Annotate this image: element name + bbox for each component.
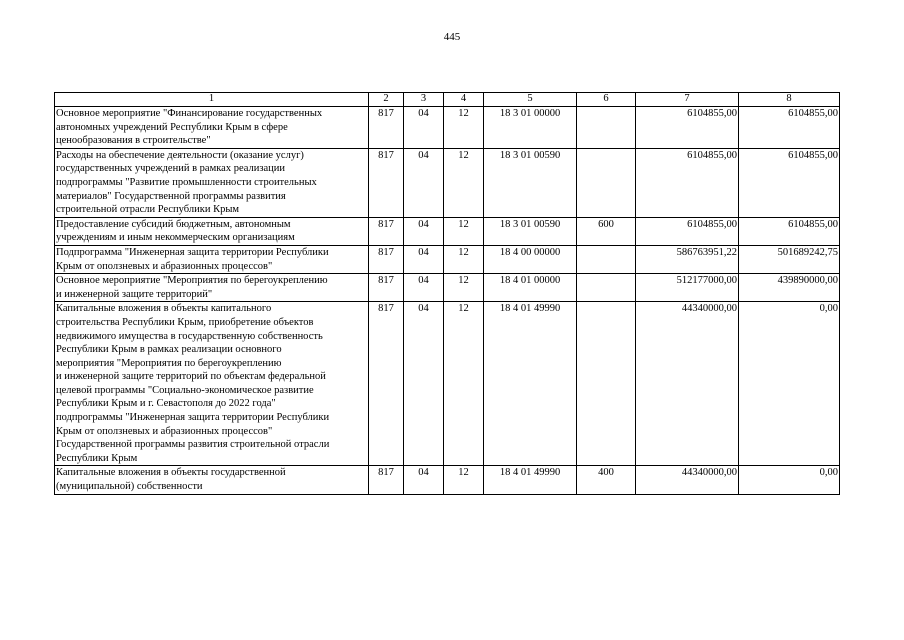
row-subsection-code: 12 — [444, 245, 484, 273]
row-amount-col7: 6104855,00 — [636, 217, 739, 245]
row-name-line: и инженерной защите территорий" — [56, 288, 213, 300]
row-amount-col8: 0,00 — [739, 466, 840, 494]
row-name-line: целевой программы "Социально-экономическое развитие — [56, 384, 314, 396]
row-amount-col8: 439890000,00 — [739, 274, 840, 302]
row-target-code: 18 4 00 00000 — [484, 245, 577, 273]
row-amount-col7: 586763951,22 — [636, 245, 739, 273]
row-amount-col8: 6104855,00 — [739, 107, 840, 149]
row-section-code: 04 — [404, 217, 444, 245]
budget-table — [54, 92, 840, 495]
row-subsection-code: 12 — [444, 302, 484, 466]
row-name-line: Капитальные вложения в объекты государственной — [56, 467, 286, 479]
row-amount-col8: 6104855,00 — [739, 148, 840, 217]
row-subsection-code: 12 — [444, 148, 484, 217]
row-name-line: строительной отрасли Республики Крым — [56, 204, 240, 216]
row-admin-code: 817 — [369, 466, 404, 494]
row-admin-code: 817 — [369, 302, 404, 466]
row-expense-type — [577, 107, 636, 149]
row-amount-col8: 6104855,00 — [739, 217, 840, 245]
row-name-line: автономных учреждений Республики Крым в сфере — [56, 121, 288, 133]
row-admin-code: 817 — [369, 107, 404, 149]
row-amount-col7: 512177000,00 — [636, 274, 739, 302]
row-amount-col7: 6104855,00 — [636, 107, 739, 149]
row-amount-col7: 44340000,00 — [636, 302, 739, 466]
row-target-code: 18 4 01 00000 — [484, 274, 577, 302]
row-admin-code: 817 — [369, 245, 404, 273]
column-header: 7 — [636, 93, 739, 107]
row-name-cell — [55, 217, 369, 245]
row-section-code: 04 — [404, 245, 444, 273]
row-name-line: подпрограммы "Инженерная защита территории Республики — [56, 412, 330, 424]
row-section-code: 04 — [404, 274, 444, 302]
row-name-line: мероприятия "Мероприятия по берегоукреплению — [56, 357, 282, 369]
row-name-line: Республики Крым в рамках реализации основного — [56, 344, 282, 356]
row-name-line: (муниципальной) собственности — [56, 481, 203, 493]
column-header: 2 — [369, 93, 404, 107]
table-row — [55, 274, 840, 302]
row-name-line: Расходы на обеспечение деятельности (оказание услуг) — [56, 149, 304, 161]
row-subsection-code: 12 — [444, 466, 484, 494]
row-target-code: 18 3 01 00000 — [484, 107, 577, 149]
row-name-line: Республики Крым — [56, 452, 138, 464]
column-header: 3 — [404, 93, 444, 107]
row-amount-col7: 44340000,00 — [636, 466, 739, 494]
header-row — [55, 93, 840, 107]
row-name-line: учреждениям и иным некоммерческим организациям — [56, 232, 295, 244]
column-header: 5 — [484, 93, 577, 107]
row-name-cell — [55, 107, 369, 149]
table-row — [55, 302, 840, 466]
row-amount-col8: 501689242,75 — [739, 245, 840, 273]
row-target-code: 18 3 01 00590 — [484, 217, 577, 245]
row-admin-code: 817 — [369, 148, 404, 217]
row-name-line: материалов" Государственной программы развития — [56, 190, 286, 202]
row-target-code: 18 4 01 49990 — [484, 302, 577, 466]
row-name-line: Крым от оползневых и абразионных процессов" — [56, 260, 273, 272]
row-section-code: 04 — [404, 466, 444, 494]
row-subsection-code: 12 — [444, 217, 484, 245]
row-name-line: строительства Республики Крым, приобретение объектов — [56, 316, 314, 328]
table-row — [55, 245, 840, 273]
column-header: 8 — [739, 93, 840, 107]
row-name-cell — [55, 245, 369, 273]
row-name-cell — [55, 274, 369, 302]
row-section-code: 04 — [404, 148, 444, 217]
row-name-cell — [55, 302, 369, 466]
row-admin-code: 817 — [369, 217, 404, 245]
row-subsection-code: 12 — [444, 274, 484, 302]
row-expense-type — [577, 148, 636, 217]
row-target-code: 18 3 01 00590 — [484, 148, 577, 217]
row-name-line: и инженерной защите территорий по объектам федеральной — [56, 371, 326, 383]
row-name-cell — [55, 148, 369, 217]
page-number: 445 — [443, 31, 461, 43]
row-subsection-code: 12 — [444, 107, 484, 149]
row-section-code: 04 — [404, 107, 444, 149]
row-name-line: Крым от оползневых и абразионных процессов" — [56, 425, 273, 437]
row-expense-type — [577, 274, 636, 302]
row-name-line: Государственной программы развития строительной отрасли — [56, 439, 330, 451]
row-expense-type: 600 — [577, 217, 636, 245]
row-name-line: государственных учреждений в рамках реализации — [56, 163, 286, 175]
row-amount-col7: 6104855,00 — [636, 148, 739, 217]
row-admin-code: 817 — [369, 274, 404, 302]
row-name-line: Предоставление субсидий бюджетным, автономным — [56, 218, 291, 230]
row-name-line: Подпрограмма "Инженерная защита территории Республики — [56, 246, 329, 258]
row-name-line: ценообразования в строительстве" — [56, 135, 211, 147]
row-name-line: Капитальные вложения в объекты капитального — [56, 303, 272, 315]
row-amount-col8: 0,00 — [739, 302, 840, 466]
row-name-line: подпрограммы "Развитие промышленности строительных — [56, 176, 317, 188]
row-expense-type — [577, 245, 636, 273]
table-body — [55, 107, 840, 495]
table-row — [55, 217, 840, 245]
column-header: 1 — [55, 93, 369, 107]
row-section-code: 04 — [404, 302, 444, 466]
row-target-code: 18 4 01 49990 — [484, 466, 577, 494]
row-name-line: недвижимого имущества в государственную собственность — [56, 330, 323, 342]
row-name-line: Основное мероприятие "Финансирование государственных — [56, 108, 323, 119]
column-header: 6 — [577, 93, 636, 107]
table-row — [55, 107, 840, 149]
row-name-line: Основное мероприятие "Мероприятия по берегоукреплению — [56, 275, 328, 287]
row-name-line: Республики Крым и г. Севастополя до 2022 года" — [56, 398, 276, 410]
row-name-cell — [55, 466, 369, 494]
table-row — [55, 466, 840, 494]
row-expense-type: 400 — [577, 466, 636, 494]
column-header: 4 — [444, 93, 484, 107]
table-row — [55, 148, 840, 217]
row-expense-type — [577, 302, 636, 466]
